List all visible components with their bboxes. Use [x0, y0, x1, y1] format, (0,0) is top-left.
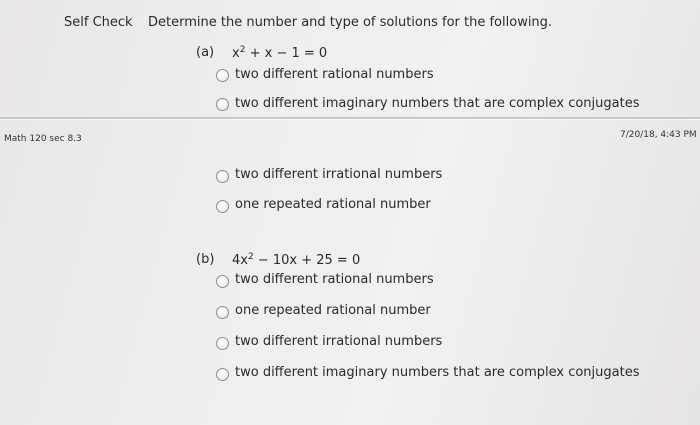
part-b-equation: $4x^2 - 10x + 25 = 0$ — [232, 252, 361, 268]
part-a-equation: $x^2 + x - 1 = 0$ — [232, 45, 328, 61]
print-footer-left: Math 120 sec 8.3 — [4, 134, 82, 144]
option-label: one repeated rational number — [235, 303, 431, 318]
option-label: two different imaginary numbers that are complex conjugates — [235, 96, 640, 111]
radio-button[interactable] — [216, 368, 229, 381]
print-footer-right: 7/20/18, 4:43 PM — [620, 130, 697, 140]
option-label: two different irrational numbers — [235, 167, 443, 182]
option-label: two different rational numbers — [235, 272, 434, 287]
option-label: two different rational numbers — [235, 67, 434, 82]
option-label: two different irrational numbers — [235, 334, 443, 349]
part-b-label: (b) — [196, 252, 215, 267]
radio-button[interactable] — [216, 337, 229, 350]
section-label: Self Check — [64, 15, 133, 30]
radio-button[interactable] — [216, 69, 229, 82]
part-a-label: (a) — [196, 45, 215, 60]
radio-button[interactable] — [216, 98, 229, 111]
radio-button[interactable] — [216, 200, 229, 213]
radio-button[interactable] — [216, 306, 229, 319]
option-label: two different imaginary numbers that are complex conjugates — [235, 365, 640, 380]
option-label: one repeated rational number — [235, 197, 431, 212]
radio-button[interactable] — [216, 170, 229, 183]
page-divider — [0, 117, 700, 120]
radio-button[interactable] — [216, 275, 229, 288]
instruction-text: Determine the number and type of solutions for the following. — [148, 15, 553, 30]
